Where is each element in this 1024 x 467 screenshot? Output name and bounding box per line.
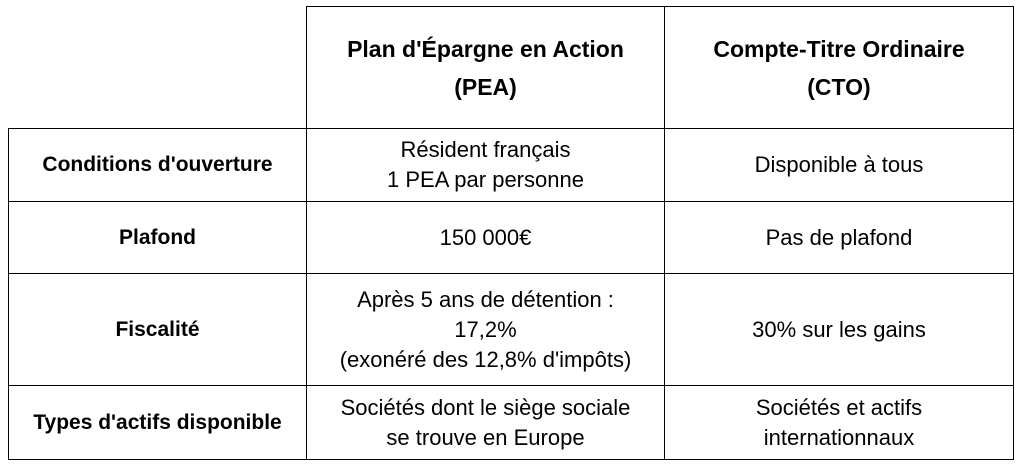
header-pea-title: Plan d'Épargne en Action bbox=[347, 35, 624, 62]
comparison-table bbox=[8, 6, 1014, 460]
cell-text: 1 PEA par personne bbox=[387, 167, 584, 192]
cell-cto-types-actifs bbox=[665, 386, 1014, 460]
header-cto bbox=[665, 7, 1014, 129]
cell-cto-conditions bbox=[665, 129, 1014, 202]
row-fiscalite bbox=[9, 274, 1014, 386]
row-label-types-actifs: Types d'actifs disponible bbox=[9, 386, 307, 460]
cell-pea-conditions bbox=[307, 129, 665, 202]
cell-text: se trouve en Europe bbox=[386, 424, 585, 450]
cell-text: (exonéré des 12,8% d'impôts) bbox=[339, 346, 632, 372]
cell-pea-fiscalite bbox=[307, 274, 665, 386]
empty-corner-cell bbox=[9, 7, 307, 129]
cell-cto-fiscalite bbox=[665, 274, 1014, 386]
cell-text: Sociétés dont le siège sociale bbox=[340, 394, 631, 420]
header-row bbox=[9, 7, 1014, 129]
header-pea-abbr: (PEA) bbox=[454, 73, 517, 100]
header-cto-title: Compte-Titre Ordinaire bbox=[713, 35, 965, 62]
cell-text: Disponible à tous bbox=[754, 152, 924, 177]
cell-pea-types-actifs bbox=[307, 386, 665, 460]
row-plafond bbox=[9, 202, 1014, 274]
cell-text: Résident français bbox=[400, 137, 571, 162]
cell-text: Sociétés et actifs bbox=[755, 394, 923, 420]
cell-text: 17,2% bbox=[454, 316, 517, 342]
cell-text: Pas de plafond bbox=[765, 224, 913, 250]
row-label-fiscalite: Fiscalité bbox=[9, 274, 307, 386]
cell-text: 30% sur les gains bbox=[752, 316, 926, 342]
row-label-plafond: Plafond bbox=[9, 202, 307, 274]
cell-text: Après 5 ans de détention : bbox=[357, 286, 614, 312]
header-cto-abbr: (CTO) bbox=[807, 73, 871, 100]
cell-text: internationnaux bbox=[763, 424, 915, 450]
row-conditions bbox=[9, 129, 1014, 202]
row-types-actifs bbox=[9, 386, 1014, 460]
cell-cto-plafond bbox=[665, 202, 1014, 274]
row-label-conditions: Conditions d'ouverture bbox=[9, 129, 307, 202]
cell-text: 150 000€ bbox=[439, 224, 532, 250]
cell-pea-plafond bbox=[307, 202, 665, 274]
header-pea bbox=[307, 7, 665, 129]
